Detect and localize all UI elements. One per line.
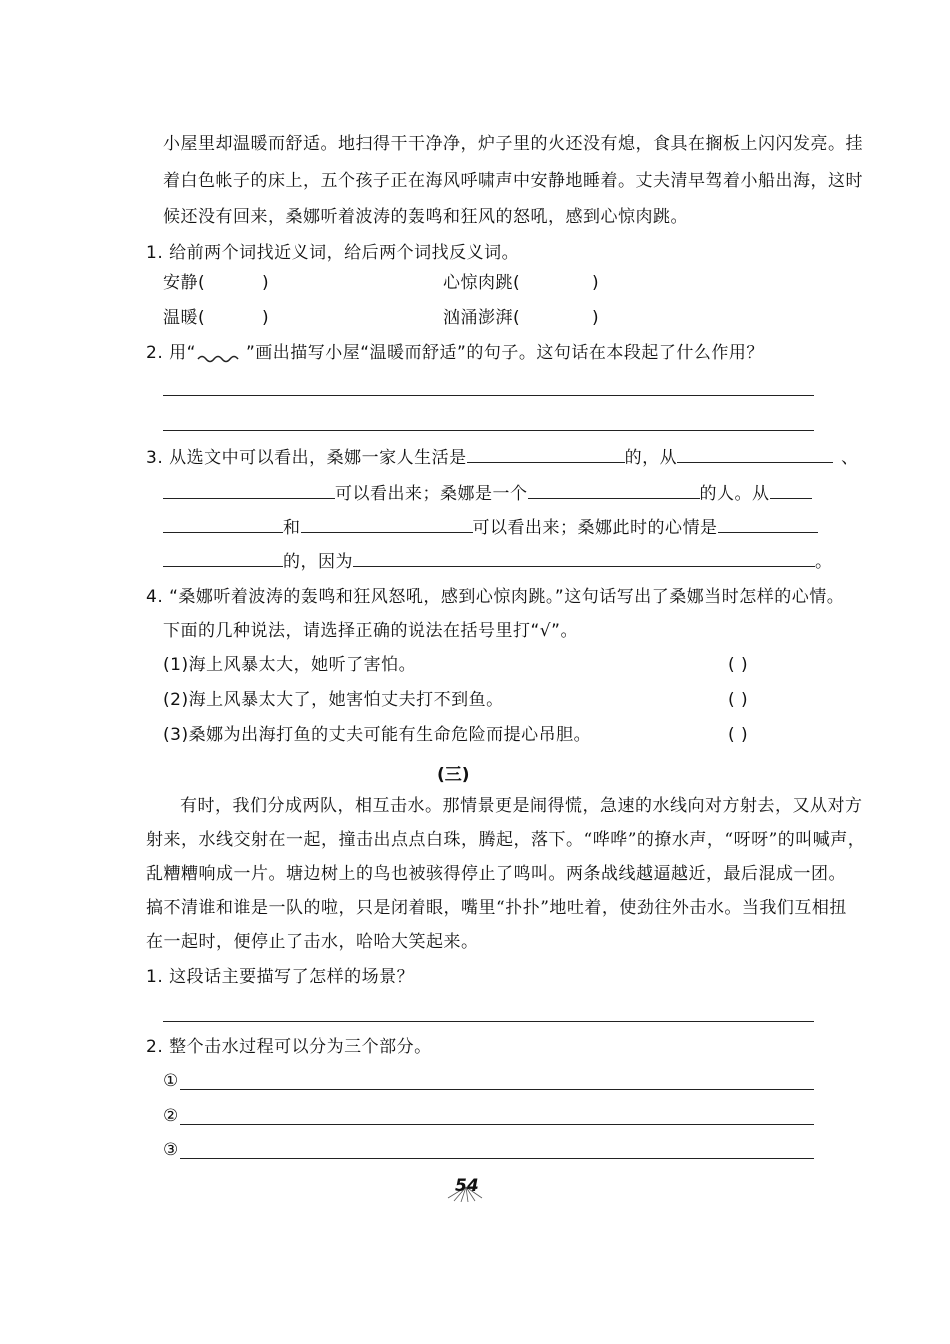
passage-line: 小屋里却温暖而舒适。地扫得干干净净，炉子里的火还没有熄，食具在搁板上闪闪发亮。挂 [163,134,863,154]
fill-blank[interactable] [718,516,818,533]
option-1: (1)海上风暴太大，她听了害怕。 [163,655,417,675]
option-2: (2)海上风暴太大了，她害怕丈夫打不到鱼。 [163,690,504,710]
answer-paren-close: ) [592,308,600,328]
fill-blank[interactable] [163,482,335,499]
answer-line[interactable] [180,1089,814,1090]
passage-line: 着白色帐子的床上，五个孩子正在海风呼啸声中安静地睡着。丈夫清早驾着小船出海，这时 [163,171,863,191]
fill-blank[interactable] [467,446,625,463]
question-2-prompt: 2. 用“ ”画出描写小屋“温暖而舒适”的句子。这句话在本段起了什么作用？ [146,343,764,363]
s3-question-1-prompt: 1. 这段话主要描写了怎样的场景？ [146,967,415,987]
answer-line[interactable] [180,1158,814,1159]
check-paren[interactable]: ( ) [728,725,749,745]
section-title: (三) [437,765,470,785]
part-number-2: ② [163,1106,179,1126]
question-3-line: 和 可以看出来；桑娜此时的心情是 [163,516,818,539]
fill-blank[interactable] [353,550,815,567]
question-3-line: 的，因为 。 [163,550,833,573]
answer-line[interactable] [163,395,814,396]
passage-line: 在一起时，便停止了击水，哈哈大笑起来。 [146,932,479,952]
question-3-line: 可以看出来；桑娜是一个 的人。从 [163,482,812,505]
fill-blank[interactable] [528,482,700,499]
question-4-prompt: 4. “桑娜听着波涛的轰鸣和狂风怒吼，感到心惊肉跳。”这句话写出了桑娜当时怎样的心情。 [146,587,845,607]
option-3: (3)桑娜为出海打鱼的丈夫可能有生命危险而提心吊胆。 [163,725,592,745]
answer-line[interactable] [180,1124,814,1125]
question-3-line: 3. 从选文中可以看出，桑娜一家人生活是 的，从 、 [146,448,859,468]
passage-line: 有时，我们分成两队，相互击水。那情景更是闹得慌，急速的水线向对方射去，又从对方 [180,796,863,816]
passage-line: 射来，水线交射在一起，撞击出点点白珠，腾起，落下。“哗哗”的撩水声，“呀呀”的叫喊声， [146,830,866,850]
word-anjing: 安静( [163,273,206,293]
answer-paren-close: ) [262,308,270,328]
word-wennuan: 温暖( [163,308,206,328]
passage-line: 乱糟糟响成一片。塘边树上的鸟也被骇得停止了鸣叫。两条战线越逼越近，最后混成一团。 [146,864,846,884]
check-paren[interactable]: ( ) [728,690,749,710]
fill-blank[interactable] [301,516,473,533]
passage-line: 候还没有回来，桑娜听着波涛的轰鸣和狂风的怒吼，感到心惊肉跳。 [163,207,688,227]
wavy-underline-icon [196,343,246,363]
word-xiongyongpengpai: 汹涌澎湃( [443,308,521,328]
part-number-1: ① [163,1071,179,1091]
part-number-3: ③ [163,1140,179,1160]
word-xinjingroutiao: 心惊肉跳( [443,273,521,293]
page-number: 54 [455,1176,479,1196]
answer-paren-close: ) [592,273,600,293]
fill-blank[interactable] [677,446,833,463]
answer-paren-close: ) [262,273,270,293]
page-number-badge [446,1172,486,1202]
answer-line[interactable] [163,1021,814,1022]
s3-question-2-prompt: 2. 整个击水过程可以分为三个部分。 [146,1037,432,1057]
answer-line[interactable] [163,430,814,431]
check-paren[interactable]: ( ) [728,655,749,675]
fill-blank[interactable] [163,516,283,533]
fill-blank[interactable] [770,482,812,499]
question-4-instruction: 下面的几种说法，请选择正确的说法在括号里打“√”。 [163,621,578,641]
fill-blank[interactable] [163,550,283,567]
question-1-prompt: 1. 给前两个词找近义词，给后两个词找反义词。 [146,243,520,263]
passage-line: 搞不清谁和谁是一队的啦，只是闭着眼，嘴里“扑扑”地吐着，使劲往外击水。当我们互相扭 [146,898,847,918]
